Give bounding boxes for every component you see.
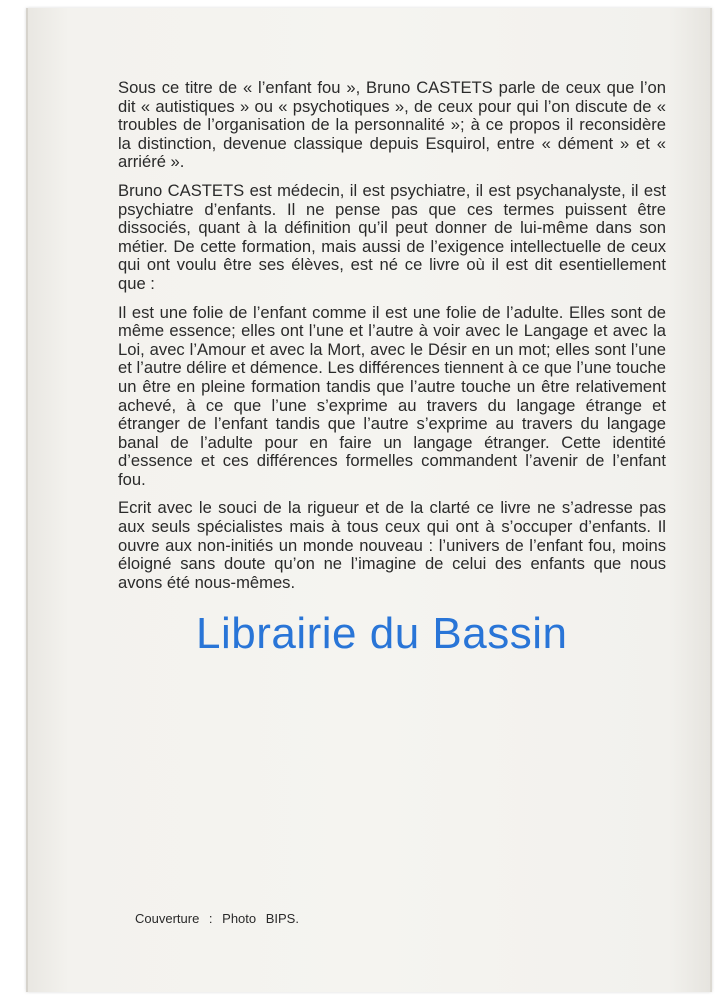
blurb-text	[118, 79, 666, 602]
watermark-text: Librairie du Bassin	[196, 609, 568, 658]
blurb-paragraph-3: Il est une folie de l’enfant comme il est une folie de l’adulte. Elles sont de même essence; elles ont l’une et l’autre à voir avec le Langage et avec la Loi, avec l’Amour et avec la Mort, avec le Désir en un mot; elles sont l’une et l’autre délire et démence. Les différences tiennent à ce que l’une touche un être en pleine formation tandis que l’autre touche un être relativement achevé, à ce que l’une s’exprime au travers du langage étrange et étranger de l’enfant tandis que l’autre s’exprime au travers du langage banal de l’adulte pour en faire un langage étranger. Cette identité d’essence et ces différences formelles commandent l’avenir de l’enfant fou.	[118, 302, 666, 489]
blurb-paragraph-2: Bruno CASTETS est médecin, il est psychiatre, il est psychanalyste, il est psychiatre d’enfants. Il ne pense pas que ces termes puissent être dissociés, quant à la définition qu’il peut donner de lui-même dans son métier. De cette formation, mais aussi de l’exigence intellectuelle de ceux qui ont voulu être ses élèves, est né ce livre où il est dit esentiellement que :	[118, 180, 666, 293]
blurb-paragraph-1: Sous ce titre de « l’enfant fou », Bruno CASTETS parle de ceux que l’on dit « autistiques » ou « psychotiques », de ceux pour qui l’on discute de « troubles de l’organisation de la personnalité »; à ce propos il reconsidère la distinction, devenue classique depuis Esquirol, entre « dément » et « arriéré ».	[118, 78, 666, 172]
blurb-paragraph-4: Ecrit avec le souci de la rigueur et de la clarté ce livre ne s’adresse pas aux seuls spécialistes mais à tous ceux qui ont à s’occuper d’enfants. Il ouvre aux non-initiés un monde nouveau : l’univers de l’enfant fou, moins éloigné sans doute qu’on ne l’imagine de celui des enfants que nous avons été nous-mêmes.	[118, 498, 666, 592]
cover-photo-credit: Couverture : Photo BIPS.	[135, 911, 299, 926]
book-back-cover	[26, 8, 712, 992]
